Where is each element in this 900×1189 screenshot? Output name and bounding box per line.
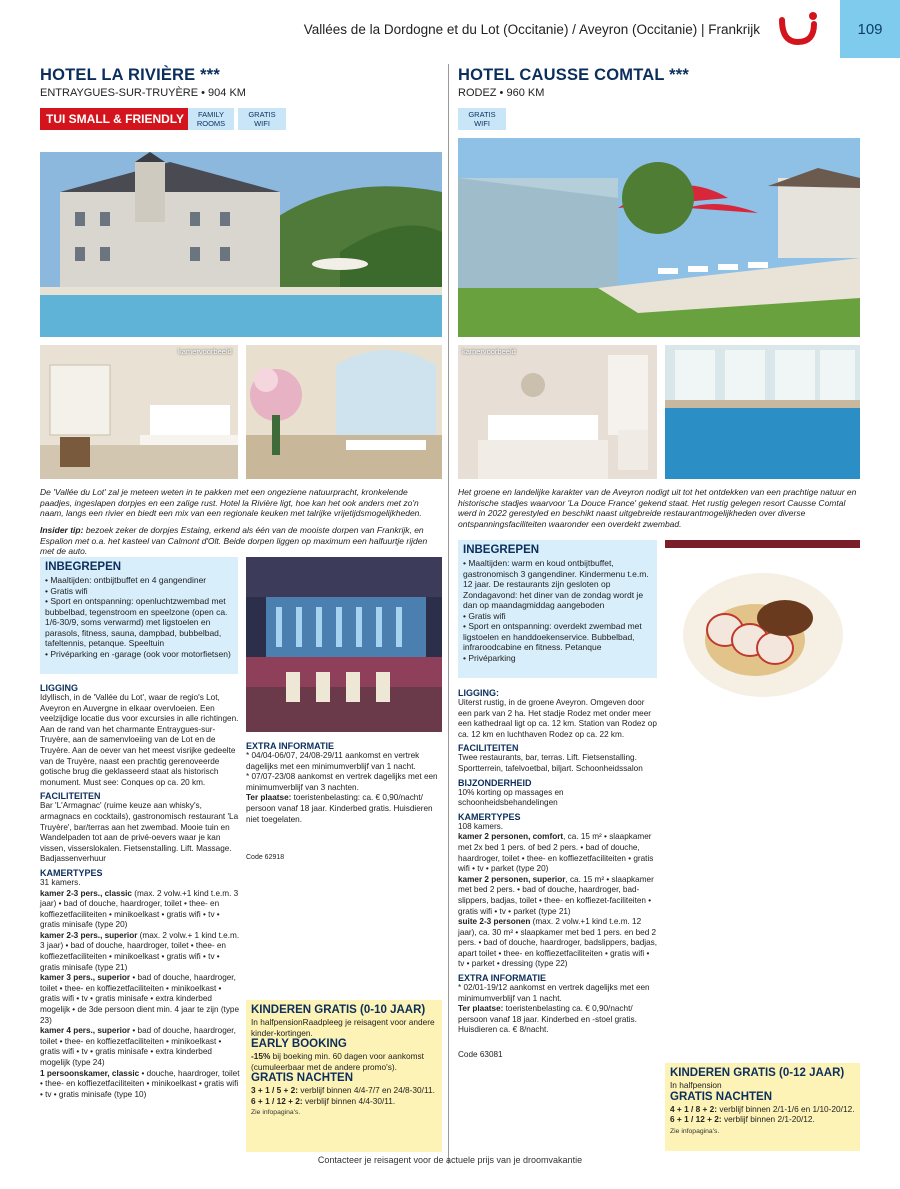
region-title: Vallées de la Dordogne et du Lot (Occitanie) / Aveyron (Occitanie) | Frankrijk xyxy=(303,22,760,37)
room-type-name: suite 2-3 personen xyxy=(458,917,531,927)
free-night-offer xyxy=(670,1114,855,1125)
page-footer: Contacteer je reisagent voor de actuele prijs van je droomvakantie xyxy=(317,1155,583,1165)
family-rooms-tag: FAMILY ROOMS xyxy=(188,108,234,130)
hotel-subtitle-left: ENTRAYGUES-SUR-TRUYÈRE • 904 KM xyxy=(40,87,246,99)
room-type xyxy=(458,917,658,970)
room-type xyxy=(40,973,240,1026)
riviere-room-photo xyxy=(40,345,238,479)
tui-smile-logo xyxy=(778,10,822,46)
riviere-restaurant-photo xyxy=(246,345,442,479)
free-night-period: verblijf binnen 4/4-30/11. xyxy=(302,1095,396,1106)
inbegrepen-item: • Maaltijden: warm en koud ontbijtbuffet, gastronomisch 3 gangendiner. Kindermenu t.e.m. 12 jaar. De restaurants zijn gesloten op Zondagavond: het diner van de zondag wordt je dan op maandagmiddag aangeboden xyxy=(463,558,649,610)
tui-small-friendly-badge: TUI SMALL & FRIENDLY xyxy=(40,108,190,130)
insider-tip-label: Insider tip: xyxy=(40,525,84,535)
inbegrepen-item: • Gratis wifi xyxy=(463,610,506,621)
extra-info-item: * 07/07-23/08 aankomst en vertrek dagelijks met een minimumverblijf van 3 nachten. xyxy=(246,772,438,792)
room-type xyxy=(458,832,658,874)
inbegrepen-item: • Privéparking en -garage (ook voor motorfietsen) xyxy=(45,648,231,659)
early-booking-title: EARLY BOOKING xyxy=(251,1038,347,1050)
extra-info-title: EXTRA INFORMATIE xyxy=(458,973,546,984)
room-type-name: 1 persoonskamer, classic xyxy=(40,1068,140,1078)
causse-comtal-main-photo xyxy=(458,138,860,337)
free-night-ratio: 3 + 1 / 5 + 2: xyxy=(251,1085,299,1095)
kids-free-title: KINDEREN GRATIS (0-10 JAAR) xyxy=(251,1004,426,1016)
room-type xyxy=(40,1069,240,1101)
causse-room-photo xyxy=(458,345,657,479)
extra-info-item: * 02/01-19/12 aankomst en vertrek dagelijks met een minimumverblijf van 1 nacht. xyxy=(458,983,650,1003)
riviere-inbegrepen-box xyxy=(40,557,238,674)
room-type-desc: (max. 2 volw.+1 kind t.e.m. 3 jaar) • bad of douche, haardroger, toilet • thee- en koffiezetfaciliteiten • minikoelkast • gratis wifi • tv • gratis minisafe (type 20) xyxy=(40,888,239,930)
ter-plaatse xyxy=(458,1004,658,1036)
room-type-name: kamer 2 personen, comfort xyxy=(458,832,564,842)
free-night-period: verblijf binnen 2/1-1/6 en 1/10-20/12. xyxy=(717,1103,855,1114)
causse-intro: Het groene en landelijke karakter van de Aveyron nodigt uit tot het ontdekken van een prachtige natuur en historische stadjes waarvoor 'La Douce France' gekend staat. Het rustig gelegen resort Causse Comtal werd in 2022 gerestyled en beschikt naast uitgebreide restaurantmogelijkheden over diverse ontspanningsfaciliteiten waaronder een overdekt zwembad. xyxy=(458,487,857,529)
free-night-period: verblijf binnen 2/1-20/12. xyxy=(721,1114,815,1124)
faciliteiten-title: FACILITEITEN xyxy=(40,791,101,802)
room-type-desc: (max. 2 volw.+1 kind t.e.m. 12 jaar), ca. 30 m² • slaapkamer met bed 1 pers. en bed 2 pers. • bad of douche, haardroger, badslippers, badjas, apart toilet • thee- en koffiezetfaciliteiten • gratis wifi • tv • parket • dressing (type 22) xyxy=(458,917,658,969)
hotel-code: Code 63081 xyxy=(458,1050,503,1060)
inbegrepen-item: • Sport en ontspanning: openluchtzwembad met bubbelbad, tegenstroom en speelzone (open ca. 1/6-30/9, soms verwarmd) met ligstoelen en parasols, fitness, sauna, dampbad, bubbelbad, tafeltennis, petanque. Speeltuin xyxy=(45,596,228,648)
ter-plaatse-text: toeristenbelasting ca. € 0,90/nacht/ persoon vanaf 18 jaar. Kinderbed en -stoel gratis. Huisdieren ca. € 8/nacht. xyxy=(458,1004,637,1035)
hotel-title-right: HOTEL CAUSSE COMTAL *** xyxy=(458,66,690,84)
riviere-insider-tip xyxy=(40,525,442,557)
free-night-offer xyxy=(251,1085,437,1096)
extra-info-title: EXTRA INFORMATIE xyxy=(246,741,334,751)
room-type xyxy=(458,875,658,917)
kids-free-sub: In halfpensionRaadpleeg je reisagent voor andere kinder-kortingen. xyxy=(251,1017,435,1038)
inbegrepen-item: • Privéparking xyxy=(463,652,516,663)
room-example-caption: kamervoorbeeld xyxy=(462,347,516,356)
inbegrepen-title: INBEGREPEN xyxy=(45,561,122,573)
faciliteiten-text: Twee restaurants, bar, terras. Lift. Fietsenstalling. Sportterrein, tafelvoetbal, biljart. Schoonheidssalon xyxy=(458,753,643,773)
ligging-title: LIGGING xyxy=(40,683,78,693)
ter-plaatse-label: Ter plaatse: xyxy=(458,1004,504,1014)
gratis-wifi-tag: GRATIS WIFI xyxy=(458,108,506,130)
free-night-offer xyxy=(251,1096,437,1107)
room-type-name: kamer 2-3 pers., classic xyxy=(40,888,132,898)
riviere-intro: De 'Vallée du Lot' zal je meteen weten in te pakken met een ongeziene natuurpracht, kronkelende paadjes, ingeslapen dorpjes en een zalige rust. Hotel la Rivière ligt, hoe kan het ook anders met zo'n naam, langs een rivier en biedt een mix van een regionale keuken met talrijke vrijetijdsmogelijkheden. xyxy=(40,487,422,518)
room-type-desc: • bad of douche, haardroger, toilet • thee- en koffiezetfaciliteiten • minikoelkast • gratis wifi • tv • gratis minisafe • extra kinderbed mogelijk • de 3de persoon dient min. 4 jaar te zijn (type 23) xyxy=(40,973,240,1025)
hotel-subtitle-right: RODEZ • 960 KM xyxy=(458,87,545,99)
free-night-ratio: 6 + 1 / 12 + 2: xyxy=(251,1095,303,1106)
free-night-ratio: 6 + 1 / 12 + 2: xyxy=(670,1114,722,1124)
causse-inbegrepen-box xyxy=(458,540,657,678)
riviere-promo-box xyxy=(246,1000,442,1152)
kamertypes-count: 108 kamers. xyxy=(458,821,504,831)
faciliteiten-title: FACILITEITEN xyxy=(458,743,519,754)
causse-indoor-pool-photo xyxy=(665,345,860,479)
room-type xyxy=(40,1026,240,1068)
page-number: 109 xyxy=(840,0,900,58)
page-header xyxy=(0,0,900,58)
room-type-desc: • douche, haardroger, toilet • thee- en koffiezetfaciliteiten • minikoelkast • gratis wifi • tv • gratis minisafe (type 10) xyxy=(40,1068,240,1099)
faciliteiten-text: Bar 'L'Armagnac' (ruime keuze aan whisky's, armagnacs en cocktails), gastronomisch restaurant 'La Truyère', bar/terras aan het zwembad. Mooie tuin en Wandelpaden tot aan de privé-oevers waar je kan vissen, visserslokalen. Fietsenstalling. Lift. Massage. Badjassenverhuur xyxy=(40,801,239,864)
room-type xyxy=(40,889,240,931)
hotel-riviere-main-photo xyxy=(40,152,442,337)
ter-plaatse-text: toeristenbelasting: ca. € 0,90/nacht/ persoon vanaf 18 jaar. Kinderbed gratis. Huisdieren niet toegelaten. xyxy=(246,793,433,824)
inbegrepen-item: • Gratis wifi xyxy=(45,585,88,596)
free-night-ratio: 4 + 1 / 8 + 2: xyxy=(670,1103,718,1114)
room-type-desc: , ca. 15 m² • slaapkamer met bed 2 pers. • bad of douche, haardroger, bad-slippers, badjas, toilet • thee- en koffiezet-faciliteiten • gratis wifi • tv • parket (type 21) xyxy=(458,874,654,916)
extra-info-item: * 04/04-06/07, 24/08-29/11 aankomst en vertrek dagelijks met een minimumverblijf van 1 nacht. xyxy=(246,751,420,771)
causse-details xyxy=(458,685,658,1061)
ter-plaatse-label: Ter plaatse: xyxy=(246,793,292,803)
free-night-offer xyxy=(670,1104,855,1115)
column-divider xyxy=(448,64,449,1164)
room-type-name: kamer 4 pers., superior xyxy=(40,1026,131,1036)
room-example-caption: kamervoorbeeld xyxy=(178,347,232,356)
kamertypes-title: KAMERTYPES xyxy=(40,867,103,878)
room-type-desc: • bad of douche, haardroger, toilet • thee- en koffiezetfaciliteiten • minikoelkast • gratis wifi • tv • gratis minisafe • extra kinderbed mogelijk (type 24) xyxy=(40,1026,236,1067)
kamertypes-count: 31 kamers. xyxy=(40,877,81,887)
early-booking-text xyxy=(251,1051,437,1072)
free-nights-title: GRATIS NACHTEN xyxy=(251,1072,354,1084)
info-note: Zie infopagina's. xyxy=(670,1127,720,1135)
free-night-period: verblijf binnen 4/4-7/7 en 24/8-30/11. xyxy=(298,1085,435,1095)
hotel-code: Code 62918 xyxy=(246,854,285,861)
causse-dish-photo xyxy=(665,540,860,718)
kamertypes-title: KAMERTYPES xyxy=(458,811,521,822)
insider-tip-text: bezoek zeker de dorpjes Estaing, erkend als één van de mooiste dorpen van Frankrijk, en Espalion met o.a. het kasteel van Calmont d'Olt. Beide dorpen liggen op maximum een halfuurtje rijden met de auto. xyxy=(40,525,428,556)
room-type-name: kamer 3 pers., superior xyxy=(40,973,131,983)
ligging-text: Idyllisch, in de 'Vallée du Lot', waar de regio's Lot, Aveyron en Auvergne in elkaar overvloeien. Een veelzijdige locatie dus voor excursies in alle richtingen. Aan de rand van het charmante Entraygues-sur-Truyère, aan de samenvloeiing van de Lot en de Truyère. Aan de oever van het meest visrijke gedeelte van de Truyère, naast een prachtig gerenoveerde gotische brug die geklasseerd staat als historisch monument. Must see: Conques op ca. 20 km. xyxy=(40,693,239,787)
room-type xyxy=(40,931,240,973)
inbegrepen-item: • Sport en ontspanning: overdekt zwembad met ligstoelen en handdoekenservice. Bubbelbad, infraroodcabine en fitness. Petanque xyxy=(463,621,642,652)
causse-promo-box xyxy=(665,1063,860,1151)
ligging-title: LIGGING: xyxy=(458,688,499,698)
inbegrepen-title: INBEGREPEN xyxy=(463,544,540,556)
bijzonderheid-text: 10% korting op massages en schoonheidsbehandelingen xyxy=(458,787,564,808)
bijzonderheid-title: BIJZONDERHEID xyxy=(458,777,532,788)
inbegrepen-item: • Maaltijden: ontbijtbuffet en 4 gangendiner xyxy=(45,575,207,585)
room-type-name: kamer 2 personen, superior xyxy=(458,874,566,884)
info-note: Zie infopagina's. xyxy=(251,1109,301,1116)
riviere-details xyxy=(40,680,240,1100)
free-nights-title: GRATIS NACHTEN xyxy=(670,1090,773,1103)
ligging-text: Uiterst rustig, in de groene Aveyron. Omgeven door een park van 2 ha. Het stadje Rodez met onder meer een kathedraal ligt op ca. 12 km. Station van Rodez op ca. 12 km en luchthaven Rodez op ca. 22 km. xyxy=(458,698,657,739)
riviere-bar-photo xyxy=(246,557,442,732)
room-type-name: kamer 2-3 pers., superior xyxy=(40,930,138,940)
room-type-desc: (max. 2 volw.+ 1 kind t.e.m. 3 jaar) • bad of douche, haardroger, toilet • thee- en koffiezetfaciliteiten • minikoelkast • gratis wifi • tv • gratis minisafe (type 21) xyxy=(40,930,240,972)
early-booking-desc: bij boeking min. 60 dagen voor aankomst (cumuleerbaar met de andere promo's). xyxy=(251,1051,424,1072)
ter-plaatse xyxy=(246,793,442,825)
early-booking-discount: -15% xyxy=(251,1051,271,1061)
hotel-title-left: HOTEL LA RIVIÈRE *** xyxy=(40,66,221,84)
riviere-extra-info xyxy=(246,738,442,825)
gratis-wifi-tag: GRATIS WIFI xyxy=(238,108,286,130)
kids-free-title: KINDEREN GRATIS (0-12 JAAR) xyxy=(670,1067,845,1079)
kids-free-sub: In halfpension xyxy=(670,1080,722,1090)
room-type-desc: , ca. 15 m² • slaapkamer met 2x bed 1 pers. of bed 2 pers. • bad of douche, haardroger, toilet • thee- en koffiezetfaciliteiten • gratis wifi • tv • parket (type 20) xyxy=(458,832,654,874)
